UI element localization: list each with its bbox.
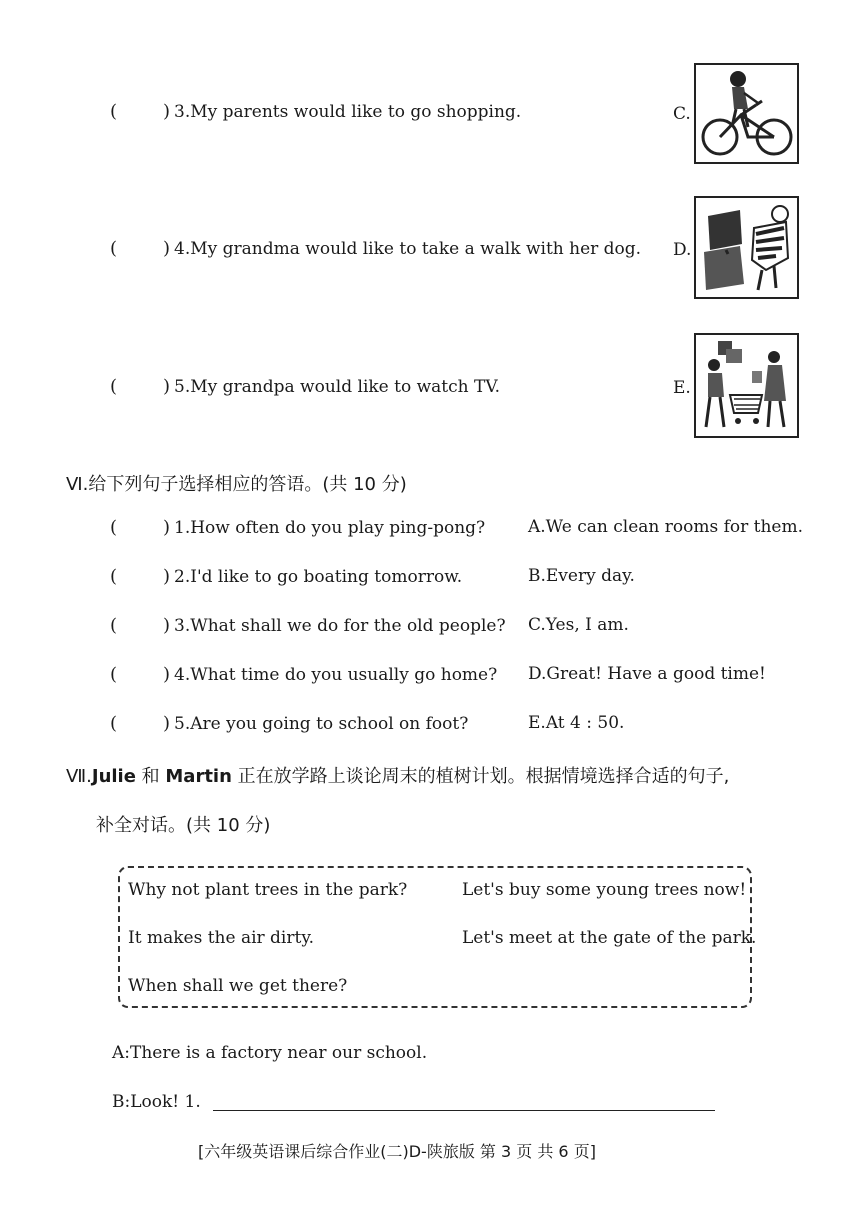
answer-paren-close: ): [163, 615, 171, 636]
answer-paren-close: ): [163, 566, 171, 587]
question-text: How often do you play ping-pong?: [190, 518, 486, 538]
section-numeral: Ⅶ.: [66, 766, 92, 787]
answer-paren-open: (: [110, 376, 118, 397]
answer-blank-1[interactable]: [213, 1110, 715, 1111]
item-number: 3: [174, 102, 185, 122]
item-number: 5: [174, 377, 185, 397]
item-number: 3: [174, 616, 185, 636]
answer-paren-close: ): [163, 101, 171, 122]
section-7-heading: [66, 762, 729, 788]
answer-option: C.Yes, I am.: [528, 615, 629, 635]
bicycle-girl-picture: [694, 63, 799, 164]
word-box-sentence: It makes the air dirty.: [128, 928, 315, 948]
page-footer: [六年级英语课后综合作业(二)D-陕旅版 第 3 页 共 6 页]: [198, 1142, 596, 1161]
answer-paren-close: ): [163, 713, 171, 734]
answer-paren-open: (: [110, 615, 118, 636]
section-title: 正在放学路上谈论周末的植树计划。根据情境选择合适的句子,: [231, 766, 730, 787]
item-sentence: My grandma would like to take a walk with her dog.: [190, 239, 642, 259]
item-sentence: My parents would like to go shopping.: [190, 102, 522, 122]
question-text: What time do you usually go home?: [190, 665, 498, 685]
answer-paren-close: ): [163, 376, 171, 397]
dialogue-text: There is a factory near our school.: [130, 1043, 428, 1063]
word-box-sentence: Let's meet at the gate of the park.: [462, 928, 757, 948]
item-number: 5: [174, 714, 185, 734]
word-box: [118, 866, 757, 1008]
shopping-couple-picture: [694, 333, 799, 438]
item-number: 4: [174, 239, 185, 259]
section-6-heading: [66, 470, 407, 496]
conjunction: 和: [135, 766, 166, 787]
item-number: 2: [174, 567, 185, 587]
answer-option: D.Great! Have a good time!: [528, 664, 766, 684]
option-letter: C.: [673, 104, 691, 124]
question-text: I'd like to go boating tomorrow.: [190, 567, 463, 587]
answer-paren-open: (: [110, 713, 118, 734]
speaker-label: B:: [112, 1092, 131, 1112]
section-title: 给下列句子选择相应的答语。(共 10 分): [88, 474, 407, 495]
word-box-sentence: Let's buy some young trees now!: [462, 880, 747, 900]
item-number: 1: [174, 518, 185, 538]
name-martin: Martin: [165, 766, 232, 787]
answer-paren-close: ): [163, 238, 171, 259]
answer-paren-close: ): [163, 664, 171, 685]
item-sentence: My grandpa would like to watch TV.: [190, 377, 501, 397]
question-text: Are you going to school on foot?: [190, 714, 469, 734]
item-number: 4: [174, 665, 185, 685]
name-julie: Julie: [91, 766, 136, 787]
answer-option: B.Every day.: [528, 566, 635, 586]
answer-paren-open: (: [110, 238, 118, 259]
answer-paren-close: ): [163, 517, 171, 538]
word-box-sentence: When shall we get there?: [128, 976, 348, 996]
speaker-label: A:: [112, 1043, 131, 1063]
answer-paren-open: (: [110, 566, 118, 587]
section-7-heading-line2: 补全对话。(共 10 分): [96, 815, 271, 836]
question-text: What shall we do for the old people?: [190, 616, 506, 636]
tv-watching-picture: [694, 196, 799, 299]
answer-option: E.At 4 : 50.: [528, 713, 625, 733]
dialogue-text: Look! 1.: [130, 1092, 201, 1112]
answer-option: A.We can clean rooms for them.: [528, 517, 804, 537]
dialogue-line: [112, 1043, 427, 1063]
word-box-sentence: Why not plant trees in the park?: [128, 880, 408, 900]
dialogue-line: [112, 1092, 201, 1112]
answer-paren-open: (: [110, 517, 118, 538]
option-letter: E.: [673, 378, 691, 398]
answer-paren-open: (: [110, 664, 118, 685]
answer-paren-open: (: [110, 101, 118, 122]
section-numeral: Ⅵ.: [66, 474, 89, 495]
option-letter: D.: [673, 240, 692, 260]
